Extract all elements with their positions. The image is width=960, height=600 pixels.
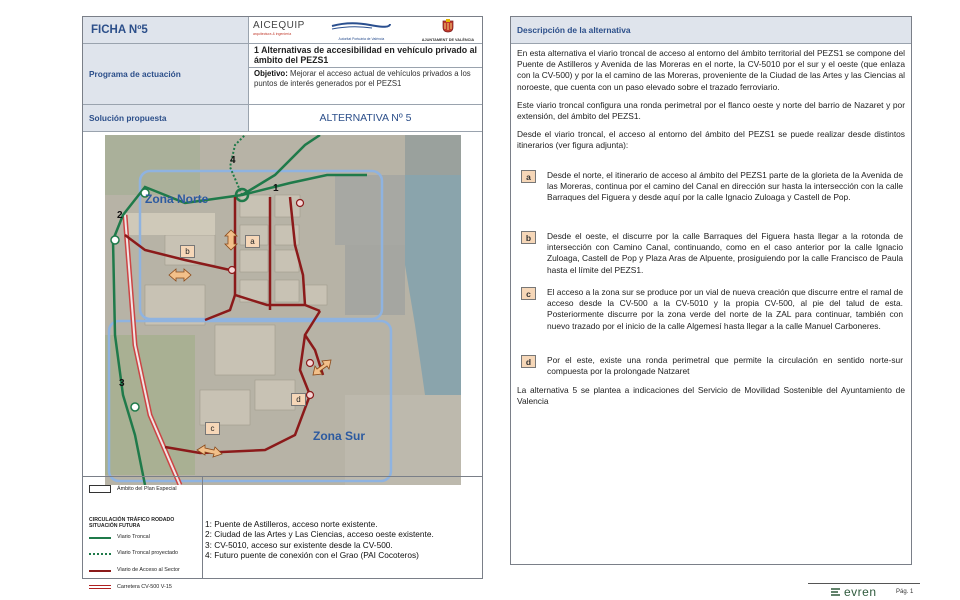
ambito-swatch <box>89 485 111 493</box>
legend-notes <box>205 519 434 561</box>
solucion-value: ALTERNATIVA Nº 5 <box>319 112 412 124</box>
description-panel <box>510 16 912 565</box>
legend-swatch-proyectado <box>89 553 111 555</box>
legend-item-troncal: Viario Troncal <box>117 534 150 540</box>
legend-swatch-troncal <box>89 537 111 539</box>
map-marker-4: 4 <box>230 155 236 166</box>
tag-a: a <box>521 170 536 183</box>
evren-mark-icon <box>830 587 842 597</box>
description-heading: Descripción de la alternativa <box>517 25 631 35</box>
programa-title: 1 Alternativas de accesibilidad en vehículo privado al ámbito del PEZS1 <box>249 44 482 68</box>
map-legend <box>83 477 203 590</box>
ficha-panel <box>82 16 483 590</box>
desc-paragraph-1: En esta alternativa el viario troncal de acceso al entorno del ámbito territorial del PEZS1 se compone del Puente de Astilleros y Avenida de las Moreras en el norte, la CV-5010 por el sur y el oeste (que enlaza con la CV-500) y por la el camino de las Moreras, proveniente de la Ciudad de las Artes y las Ciencias al noroeste, que cuenta con un paso elevado sobre el trazado ferroviario. <box>517 48 905 92</box>
map-tag-c: c <box>205 422 220 435</box>
ficha-title: FICHA Nº5 <box>91 24 148 36</box>
map-marker-2: 2 <box>117 210 123 221</box>
itinerary-item-d: d Por el este, existe una ronda perimetral que permite la circulación en sentido norte-sur compuesta por la prolongade Natzaret <box>521 355 903 377</box>
map-tag-b1: b <box>180 245 195 258</box>
map-marker-3: 3 <box>119 378 125 389</box>
programa-label: Programa de actuación <box>89 69 181 79</box>
map-tag-d: d <box>291 393 306 406</box>
tag-b: b <box>521 231 536 244</box>
desc-paragraph-3: Desde el viario troncal, el acceso al entorno del ámbito del PEZS1 se puede realizar desde distintos itinerarios (ver figura adjunta): <box>517 129 905 151</box>
desc-paragraph-final: La alternativa 5 se plantea a indicaciones del Servicio de Movilidad Sostenible del Ayuntamiento de Valencia <box>517 385 905 407</box>
site-map <box>105 135 461 485</box>
legend-item-proyectado: Viario Troncal proyectado <box>117 550 179 556</box>
programa-row <box>83 44 482 105</box>
legend-swatch-acceso <box>89 570 111 572</box>
map-marker-1: 1 <box>273 183 279 194</box>
itinerary-item-c: c El acceso a la zona sur se produce por un vial de nueva creación que discurre entre el ramal de acceso desde la CV-500 a la CV-5010 y la propia CV-500, al pie del talud de esta. Posteriormente discurre por la zona verde del norte de la ZAL para continuar, también con nuevo trazado por el inicio de la calle Algemesí hasta llegar a la calle Manuel Carboneres. <box>521 287 903 332</box>
legend-item-cv500: Carretera CV-500 V-15 <box>117 584 172 590</box>
tag-c: c <box>521 287 536 300</box>
ficha-header-row <box>83 17 482 44</box>
zona-sur-label: Zona Sur <box>313 429 366 443</box>
legend-ambito: Ámbito del Plan Especial <box>117 486 177 492</box>
zona-norte-label: Zona Norte <box>145 192 209 206</box>
solucion-label: Solución propuesta <box>89 113 167 123</box>
solucion-row <box>83 105 482 132</box>
evren-logo: evren <box>830 585 877 599</box>
description-header <box>511 17 911 44</box>
coat-of-arms-icon <box>441 19 455 33</box>
legend-item-acceso: Viario de Acceso al Sector <box>117 567 180 573</box>
legend-swatch-cv500 <box>89 585 111 589</box>
port-authority-logo: Autoritat Portuària de València <box>330 19 392 41</box>
itinerary-item-a: a Desde el norte, el itinerario de acceso al ámbito del PEZS1 parte de la glorieta de la Avenida de las Moreras, continua por el camino del Canal en dirección sur hasta la intersección con la calle Barraques del Figuera y desde aquí por la calle Ignacio Zuloaga y Castell de Pop. <box>521 170 903 204</box>
ajuntament-logo: AJUNTAMENT DE VALÈNCIA <box>418 19 478 42</box>
note-3: 3: CV-5010, acceso sur existente desde la CV-500. <box>205 539 393 550</box>
map-tag-a: a <box>245 235 260 248</box>
tag-d: d <box>521 355 536 368</box>
objetivo: Objetivo: Mejorar el acceso actual de vehículos privados a los puntos de interés generados por el PEZS1 <box>254 69 471 88</box>
itinerary-item-b: b Desde el oeste, el discurre por la calle Barraques del Figuera hasta llegar a la rotonda de intersección con Camino Canal, continuando, como en el caso anterior por la calle Ignacio Zuloaga, Castell de Pop y Plaza Aras de Alpuente, prosiguiendo por la calle Francisco de Paula hasta el límite del PEZS1. <box>521 231 903 276</box>
note-1: 1: Puente de Astilleros, acceso norte existente. <box>205 519 378 529</box>
legend-heading: CIRCULACIÓN TRÁFICO RODADO SITUACIÓN FUTURA <box>89 517 175 530</box>
aicequip-logo: AICEQUIP arquitectura & ingeniería <box>253 20 305 36</box>
page-number: Pág. 1 <box>896 589 914 595</box>
note-2: 2: Ciudad de las Artes y Las Ciencias, acceso oeste existente. <box>205 529 434 540</box>
desc-paragraph-2: Este viario troncal configura una ronda perimetral por el flanco oeste y norte del barrio de Nazaret y por extensión, del ámbito del PEZS1. <box>517 100 905 122</box>
note-4: 4: Futuro puente de conexión con el Grao (PAI Cocoteros) <box>205 550 419 561</box>
